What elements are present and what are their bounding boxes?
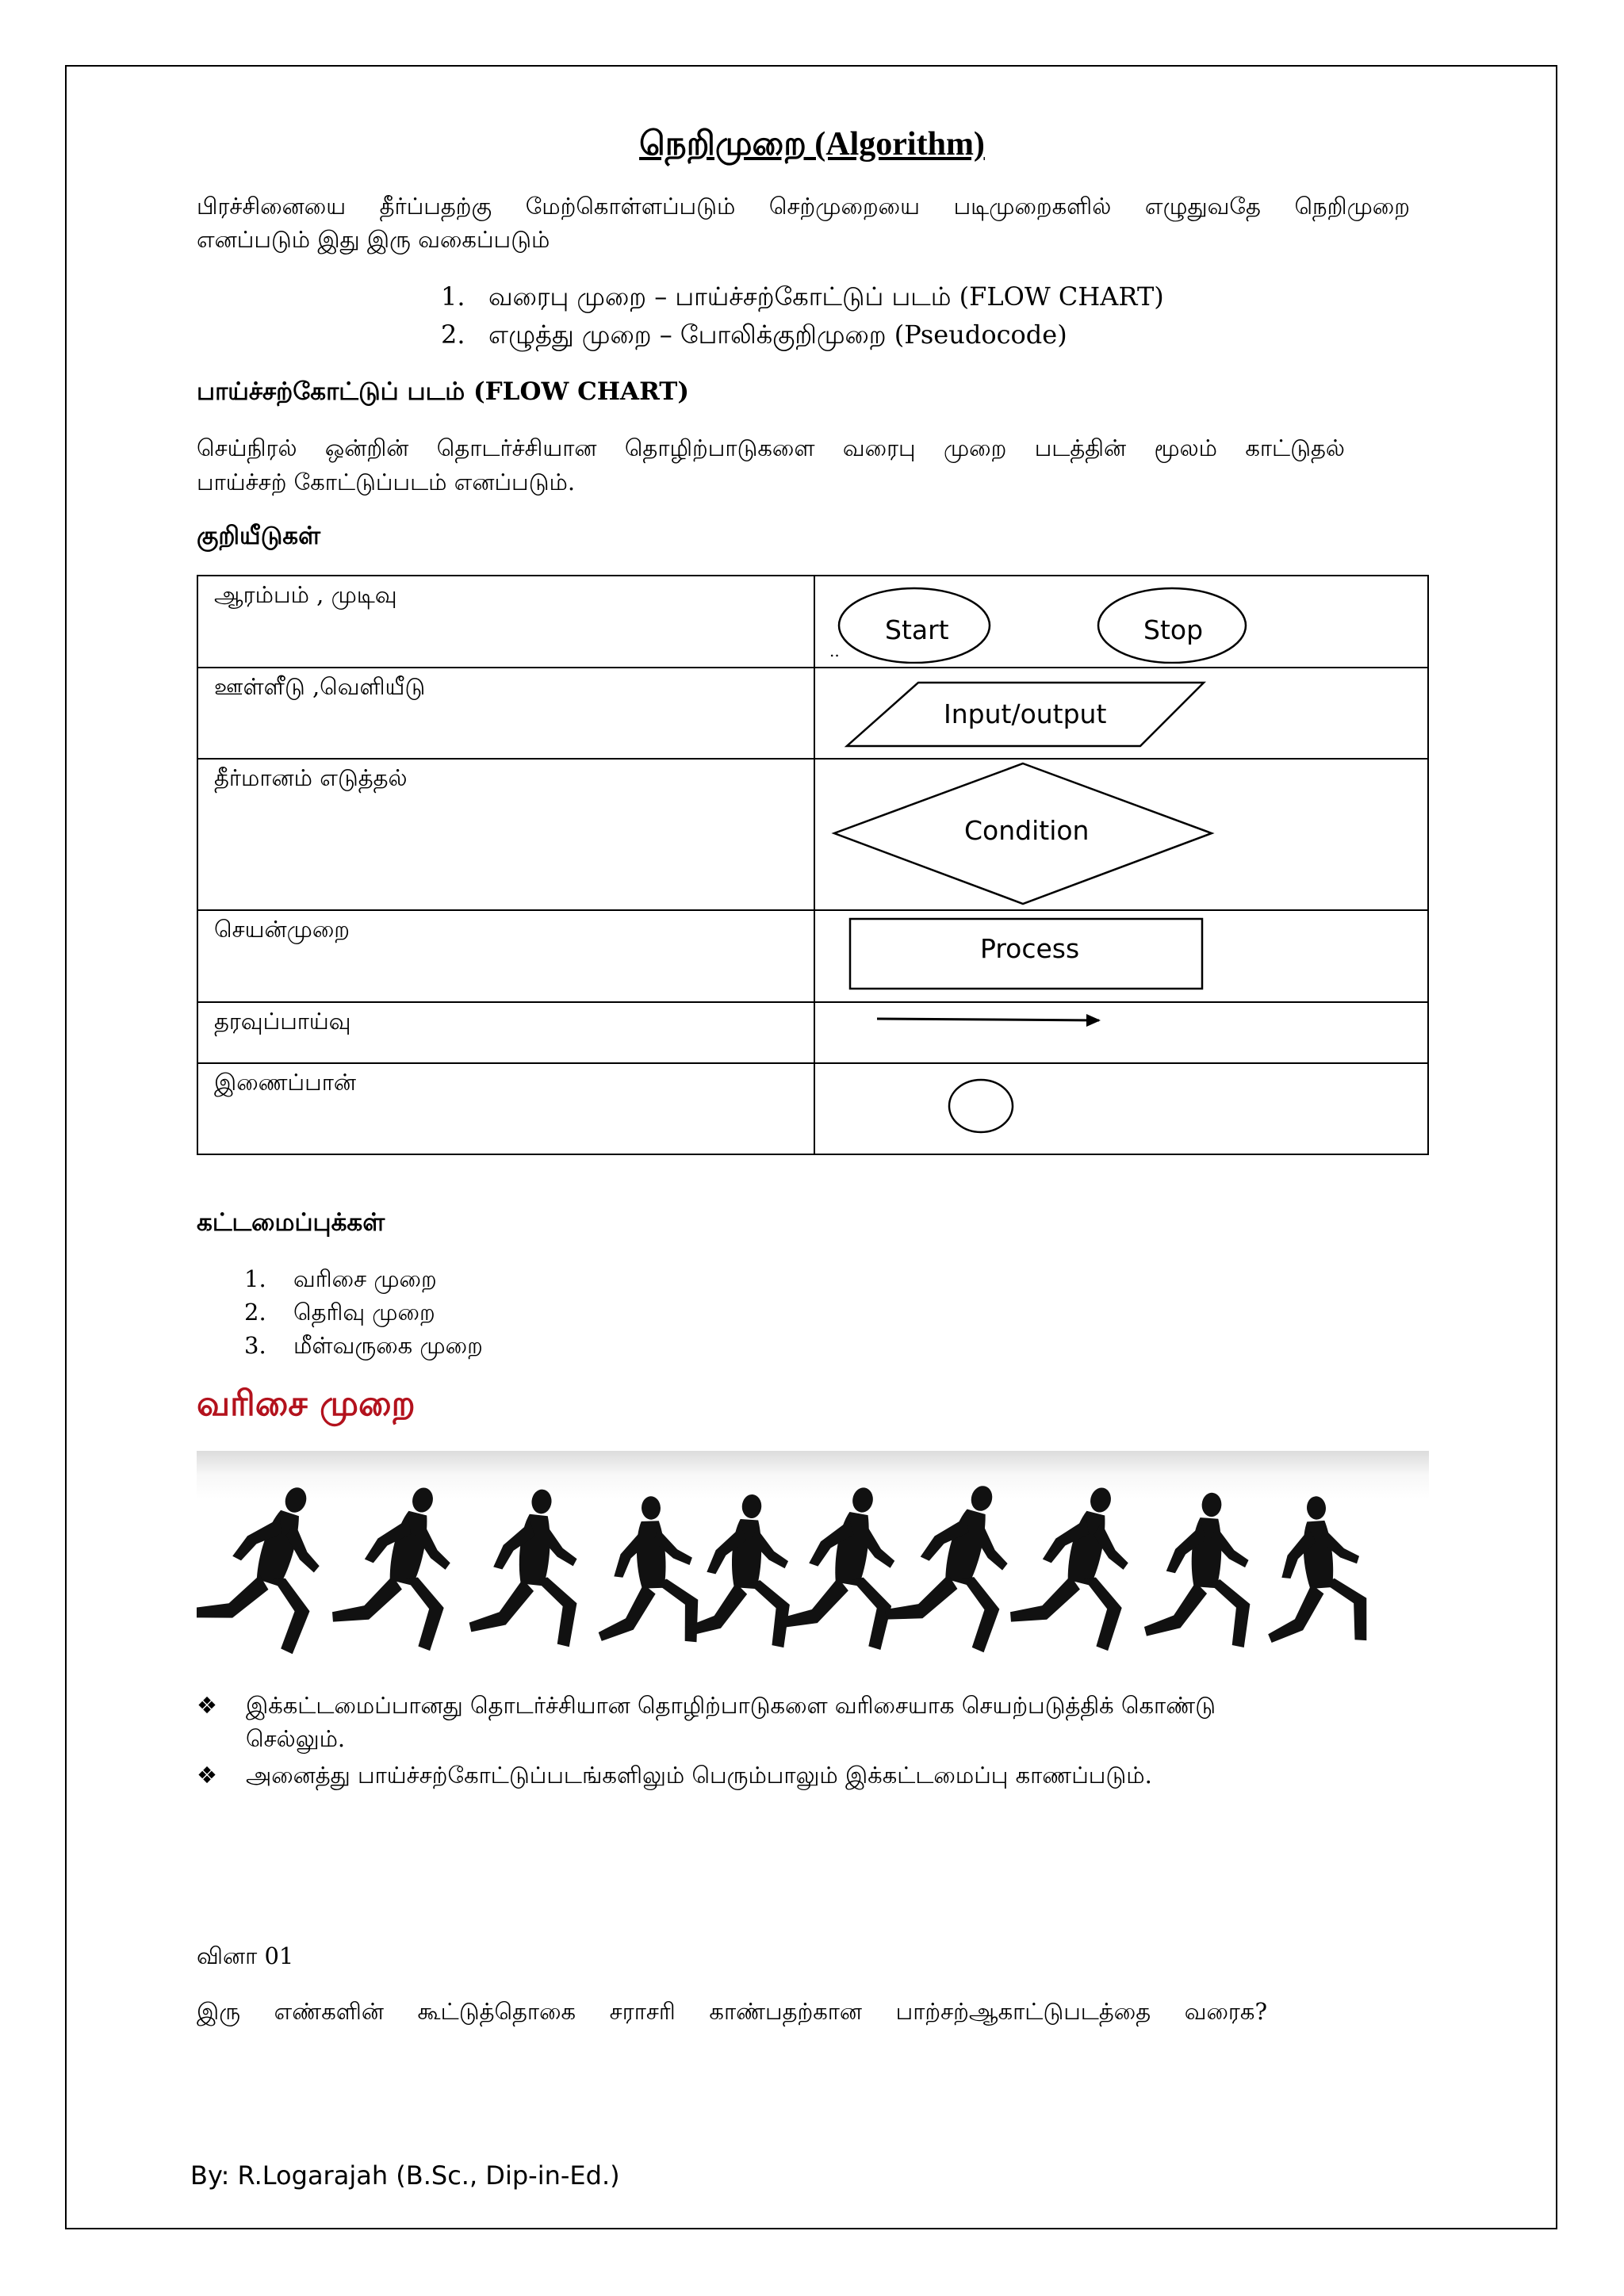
runner-3	[468, 1483, 588, 1647]
table-row	[197, 910, 1428, 1002]
diamond-icon	[815, 760, 1426, 910]
symbol-cell	[814, 576, 1428, 668]
diamond-bullet-icon: ❖	[197, 1692, 217, 1719]
symbol-cell	[814, 910, 1428, 1002]
io-label: Input/output	[944, 698, 1107, 729]
symbol-label: ஊள்ளீடு ,வெளியீடு	[197, 668, 814, 759]
runner-4	[594, 1494, 699, 1645]
symbol-cell	[814, 1002, 1428, 1063]
symbol-cell	[814, 668, 1428, 759]
symbol-label: ஆரம்பம் , முடிவு	[197, 576, 814, 668]
flowchart-def-line-1: செய்நிரல் ஒன்றின் தொடர்ச்சியான தொழிற்பாடுகளை வரைபு முறை படத்தின் மூலம் காட்டுதல்	[197, 434, 1345, 461]
bullet-line-1: அனைத்து பாய்ச்சற்கோட்டுப்படங்களிலும் பெரும்பாலும் இக்கட்டமைப்பு காணப்படும்.	[246, 1762, 1152, 1789]
types-list	[441, 277, 1164, 354]
note-mark: ..	[829, 641, 840, 660]
list-item: 3. மீள்வருகை முறை	[244, 1332, 483, 1359]
structures-list	[244, 1262, 483, 1362]
symbol-label: இணைப்பான்	[197, 1063, 814, 1154]
runner-9	[1143, 1489, 1258, 1648]
runner-1	[197, 1469, 345, 1655]
intro-line-2: எனப்படும் இது இரு வகைப்படும்	[197, 226, 550, 253]
start-label: Start	[885, 614, 949, 645]
question-text: இரு எண்களின் கூட்டுத்தொகை சராசரி காண்பதற்கான பாற்சற்ஆகாட்டுபடத்தை வரைக?	[197, 1998, 1267, 2025]
table-row	[197, 576, 1428, 668]
runner-5	[684, 1490, 798, 1647]
list-item: 1. வரைபு முறை – பாய்ச்சற்கோட்டுப் படம் (FLOW CHART)	[441, 281, 1164, 312]
page-title: நெறிமுறை (Algorithm)	[639, 126, 985, 163]
diamond-bullet-icon: ❖	[197, 1762, 217, 1789]
footer-author: By: R.Logarajah (B.Sc., Dip-in-Ed.)	[190, 2160, 620, 2191]
intro-line-1: பிரச்சினையை தீர்ப்பதற்கு மேற்கொள்ளப்படும் செற்முறையை படிமுறைகளில் எழுதுவதே நெறிமுறை	[197, 193, 1410, 220]
flowchart-heading: பாய்ச்சற்கோட்டுப் படம் (FLOW CHART)	[197, 377, 690, 406]
condition-label: Condition	[964, 815, 1090, 846]
running-man-sequence-image	[197, 1451, 1429, 1665]
circle-icon	[815, 1064, 1426, 1151]
structures-heading: கட்டமைப்புக்கள்	[197, 1208, 385, 1237]
rectangle-icon	[815, 911, 1426, 998]
runner-7	[882, 1469, 1031, 1653]
symbol-cell	[814, 1063, 1428, 1154]
parallelogram-icon	[815, 668, 1426, 756]
table-row	[197, 759, 1428, 910]
running-man-sequence-icon	[197, 1451, 1429, 1665]
bullet-item	[197, 1689, 1429, 1755]
symbol-cell	[814, 759, 1428, 910]
symbols-heading: குறியீடுகள்	[197, 522, 321, 550]
table-row	[197, 1063, 1428, 1154]
symbol-label: செயன்முறை	[197, 910, 814, 1002]
stop-label: Stop	[1143, 614, 1204, 645]
list-item: 2. தெரிவு முறை	[244, 1299, 435, 1326]
runner-2	[329, 1473, 471, 1651]
runner-10	[1258, 1493, 1369, 1647]
symbols-table	[197, 575, 1429, 1155]
table-row	[197, 1002, 1428, 1063]
list-item: 1. வரிசை முறை	[244, 1265, 437, 1292]
symbol-label: தரவுப்பாய்வு	[197, 1002, 814, 1063]
table-row	[197, 668, 1428, 759]
question-label: வினா 01	[197, 1942, 294, 1969]
bullet-line-1: இக்கட்டமைப்பானது தொடர்ச்சியான தொழிற்பாடுகளை வரிசையாக செயற்படுத்திக் கொண்டு	[246, 1692, 1216, 1719]
symbol-label: தீர்மானம் எடுத்தல்	[197, 759, 814, 910]
sequence-heading: வரிசை முறை	[197, 1383, 416, 1424]
process-label: Process	[980, 933, 1080, 964]
flowchart-def-line-2: பாய்ச்சற் கோட்டுப்படம் எனப்படும்.	[197, 469, 576, 496]
runner-6	[778, 1477, 911, 1650]
bullet-item	[197, 1758, 1429, 1792]
bullet-line-2: செல்லும்.	[246, 1725, 346, 1752]
list-item: 2. எழுத்து முறை – போலிக்குறிமுறை (Pseudocode)	[441, 320, 1067, 350]
arrow-icon	[815, 1003, 1426, 1063]
runner-8	[1007, 1473, 1149, 1651]
